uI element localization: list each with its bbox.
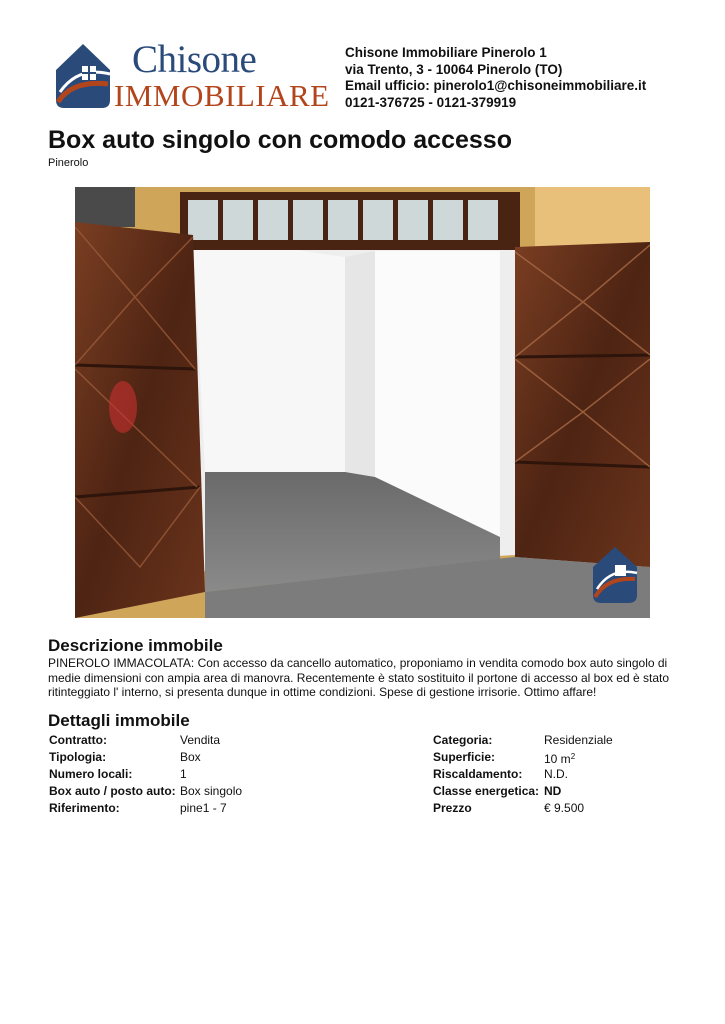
detail-label: Contratto: xyxy=(49,733,107,747)
detail-value: pine1 - 7 xyxy=(180,801,227,815)
listing-location: Pinerolo xyxy=(48,157,89,169)
agency-email[interactable]: Email ufficio: pinerolo1@chisoneimmobiliare.it xyxy=(345,78,647,93)
agency-address: via Trento, 3 - 10064 Pinerolo (TO) xyxy=(345,61,563,77)
details-heading: Dettagli immobile xyxy=(48,711,190,730)
detail-value: Box xyxy=(180,750,201,764)
detail-row-riscaldamento xyxy=(433,766,613,783)
logo-wordmark-bottom: IMMOBILIARE xyxy=(114,78,330,113)
detail-value xyxy=(544,748,575,768)
details-left-column xyxy=(49,732,242,817)
listing-title: Box auto singolo con comodo accesso xyxy=(48,126,512,154)
garage-interior-photo xyxy=(75,187,650,618)
detail-value: Vendita xyxy=(180,733,221,747)
description-heading: Descrizione immobile xyxy=(48,636,223,655)
surface-unit-superscript: 2 xyxy=(570,751,576,761)
logo-wordmark-top: Chisone xyxy=(132,38,257,81)
house-logo-icon xyxy=(52,40,114,112)
detail-row-tipologia xyxy=(49,749,242,766)
detail-label: Riferimento: xyxy=(49,801,120,815)
detail-label: Categoria: xyxy=(433,733,493,747)
detail-row-box-auto xyxy=(49,783,242,800)
detail-value: Residenziale xyxy=(544,733,613,747)
detail-label: Superficie: xyxy=(433,750,496,764)
detail-row-categoria xyxy=(433,732,613,749)
detail-label: Box auto / posto auto: xyxy=(49,784,176,798)
detail-label: Prezzo xyxy=(433,801,472,815)
detail-row-numero-locali xyxy=(49,766,242,783)
detail-row-contratto xyxy=(49,732,242,749)
detail-value: Box singolo xyxy=(180,784,243,798)
agency-name: Chisone Immobiliare Pinerolo 1 xyxy=(345,45,547,60)
surface-value: 10 m xyxy=(544,751,571,766)
detail-row-riferimento xyxy=(49,800,242,817)
detail-value: N.D. xyxy=(544,767,568,781)
detail-label: Classe energetica: xyxy=(433,784,540,798)
agency-info xyxy=(345,45,646,111)
detail-label: Riscaldamento: xyxy=(433,767,523,781)
detail-value: € 9.500 xyxy=(544,801,585,815)
detail-label: Numero locali: xyxy=(49,767,133,781)
agency-phones[interactable]: 0121-376725 - 0121-379919 xyxy=(345,94,517,110)
detail-row-superficie xyxy=(433,749,613,766)
detail-row-classe-energetica xyxy=(433,783,613,800)
detail-row-prezzo xyxy=(433,800,613,817)
detail-value: 1 xyxy=(180,767,187,781)
detail-value: ND xyxy=(544,784,562,798)
description-text: PINEROLO IMMACOLATA: Con accesso da cancello automatico, proponiamo in vendita comodo box auto singolo di medie dimensioni con ampia area di manovra. Recentemente è stato sostituito il portone di accesso al box ed è stato ritinteggiato l' interno, si presenta dunque in ottime condizioni. Spese di gestione irrisorie. Ottimo affare! xyxy=(48,656,670,699)
detail-label: Tipologia: xyxy=(49,750,107,764)
details-right-column xyxy=(433,732,613,817)
